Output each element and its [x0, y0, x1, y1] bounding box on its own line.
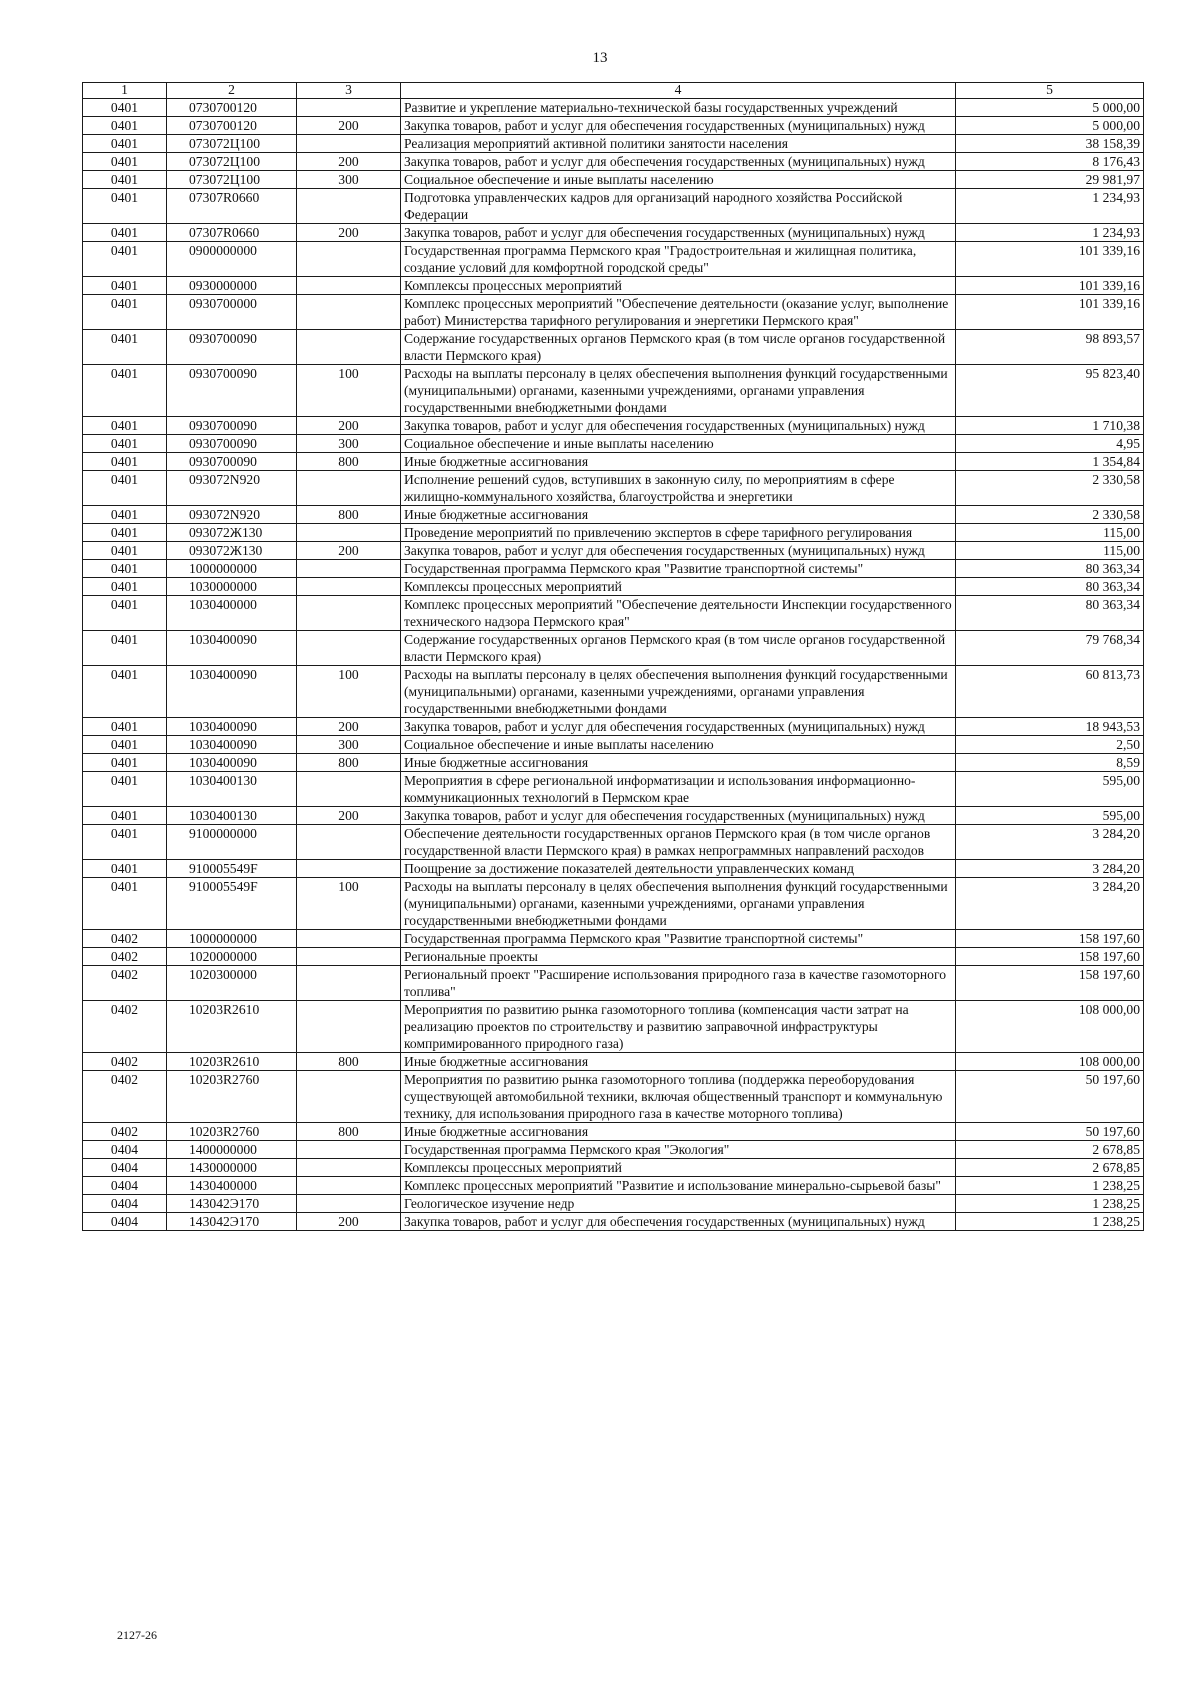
table-row [83, 878, 1144, 930]
section-code: 0401 [83, 754, 167, 772]
item-name: Развитие и укрепление материально-технической базы государственных учреждений [401, 99, 956, 117]
item-name: Закупка товаров, работ и услуг для обеспечения государственных (муниципальных) нужд [401, 542, 956, 560]
item-name: Комплексы процессных мероприятий [401, 578, 956, 596]
item-name: Комплекс процессных мероприятий "Обеспечение деятельности Инспекции государственного технического надзора Пермского края" [401, 596, 956, 631]
expense-type-code: 200 [297, 417, 401, 435]
amount: 101 339,16 [956, 295, 1144, 330]
target-item-code: 1430000000 [167, 1159, 297, 1177]
target-item-code: 1400000000 [167, 1141, 297, 1159]
expense-type-code [297, 189, 401, 224]
target-item-code: 10203R2760 [167, 1123, 297, 1141]
table-row [83, 772, 1144, 807]
table-row [83, 99, 1144, 117]
target-item-code: 0730700120 [167, 117, 297, 135]
table-row [83, 365, 1144, 417]
amount: 79 768,34 [956, 631, 1144, 666]
table-row [83, 542, 1144, 560]
item-name: Государственная программа Пермского края "Экология" [401, 1141, 956, 1159]
target-item-code: 10203R2760 [167, 1071, 297, 1123]
amount: 60 813,73 [956, 666, 1144, 718]
section-code: 0401 [83, 860, 167, 878]
expense-type-code: 200 [297, 1213, 401, 1231]
item-name: Социальное обеспечение и иные выплаты населению [401, 171, 956, 189]
section-code: 0401 [83, 736, 167, 754]
section-code: 0401 [83, 471, 167, 506]
section-code: 0401 [83, 825, 167, 860]
section-code: 0401 [83, 365, 167, 417]
target-item-code: 1030400090 [167, 736, 297, 754]
expense-type-code [297, 596, 401, 631]
section-code: 0404 [83, 1213, 167, 1231]
target-item-code: 07307R0660 [167, 189, 297, 224]
amount: 108 000,00 [956, 1001, 1144, 1053]
section-code: 0401 [83, 153, 167, 171]
expense-type-code: 800 [297, 453, 401, 471]
table-row [83, 1195, 1144, 1213]
section-code: 0404 [83, 1159, 167, 1177]
expense-type-code: 200 [297, 718, 401, 736]
table-row [83, 718, 1144, 736]
section-code: 0401 [83, 524, 167, 542]
table-row [83, 153, 1144, 171]
target-item-code: 073072Ц100 [167, 171, 297, 189]
target-item-code: 07307R0660 [167, 224, 297, 242]
item-name: Проведение мероприятий по привлечению экспертов в сфере тарифного регулирования [401, 524, 956, 542]
target-item-code: 093072N920 [167, 506, 297, 524]
section-code: 0401 [83, 435, 167, 453]
expense-type-code [297, 860, 401, 878]
table-row [83, 1159, 1144, 1177]
item-name: Мероприятия в сфере региональной информатизации и использования информационно-коммуникационных технологий в Пермском крае [401, 772, 956, 807]
expense-type-code: 100 [297, 666, 401, 718]
table-row [83, 417, 1144, 435]
table-row [83, 930, 1144, 948]
item-name: Комплексы процессных мероприятий [401, 277, 956, 295]
amount: 1 234,93 [956, 224, 1144, 242]
target-item-code: 0930700000 [167, 295, 297, 330]
target-item-code: 1030400130 [167, 772, 297, 807]
section-code: 0401 [83, 878, 167, 930]
expense-type-code [297, 825, 401, 860]
amount: 80 363,34 [956, 596, 1144, 631]
table-row [83, 736, 1144, 754]
table-row [83, 171, 1144, 189]
section-code: 0401 [83, 631, 167, 666]
table-row [83, 189, 1144, 224]
table-row [83, 1071, 1144, 1123]
expense-type-code: 100 [297, 878, 401, 930]
section-code: 0401 [83, 453, 167, 471]
amount: 115,00 [956, 542, 1144, 560]
item-name: Обеспечение деятельности государственных органов Пермского края (в том числе органов государственной власти Пермского края) в рамках непрограммных направлений расходов [401, 825, 956, 860]
target-item-code: 10203R2610 [167, 1053, 297, 1071]
table-row [83, 295, 1144, 330]
amount: 3 284,20 [956, 860, 1144, 878]
amount: 2 678,85 [956, 1159, 1144, 1177]
section-code: 0404 [83, 1141, 167, 1159]
expense-type-code [297, 1195, 401, 1213]
target-item-code: 143042Э170 [167, 1195, 297, 1213]
table-row [83, 1177, 1144, 1195]
target-item-code: 1000000000 [167, 560, 297, 578]
target-item-code: 0930700090 [167, 435, 297, 453]
expense-type-code [297, 966, 401, 1001]
amount: 1 238,25 [956, 1213, 1144, 1231]
item-name: Закупка товаров, работ и услуг для обеспечения государственных (муниципальных) нужд [401, 807, 956, 825]
table-row [83, 242, 1144, 277]
amount: 1 710,38 [956, 417, 1144, 435]
target-item-code: 093072N920 [167, 471, 297, 506]
amount: 1 238,25 [956, 1195, 1144, 1213]
expense-type-code: 200 [297, 807, 401, 825]
amount: 95 823,40 [956, 365, 1144, 417]
table-row [83, 666, 1144, 718]
section-code: 0401 [83, 117, 167, 135]
expense-type-code: 100 [297, 365, 401, 417]
section-code: 0401 [83, 295, 167, 330]
item-name: Закупка товаров, работ и услуг для обеспечения государственных (муниципальных) нужд [401, 1213, 956, 1231]
item-name: Расходы на выплаты персоналу в целях обеспечения выполнения функций государственными (муниципальными) органами, казенными учреждениями, органами управления государственными внебюджетными фондами [401, 666, 956, 718]
target-item-code: 1430400000 [167, 1177, 297, 1195]
expense-type-code: 200 [297, 542, 401, 560]
item-name: Закупка товаров, работ и услуг для обеспечения государственных (муниципальных) нужд [401, 718, 956, 736]
section-code: 0401 [83, 578, 167, 596]
section-code: 0401 [83, 718, 167, 736]
amount: 38 158,39 [956, 135, 1144, 153]
section-code: 0401 [83, 542, 167, 560]
expense-type-code [297, 578, 401, 596]
section-code: 0401 [83, 99, 167, 117]
item-name: Содержание государственных органов Пермского края (в том числе органов государственной власти Пермского края) [401, 631, 956, 666]
table-row [83, 1213, 1144, 1231]
section-code: 0401 [83, 417, 167, 435]
target-item-code: 093072Ж130 [167, 524, 297, 542]
item-name: Геологическое изучение недр [401, 1195, 956, 1213]
table-row [83, 860, 1144, 878]
table-row [83, 277, 1144, 295]
item-name: Иные бюджетные ассигнования [401, 1123, 956, 1141]
item-name: Закупка товаров, работ и услуг для обеспечения государственных (муниципальных) нужд [401, 117, 956, 135]
expense-type-code [297, 277, 401, 295]
expense-type-code [297, 295, 401, 330]
amount: 1 234,93 [956, 189, 1144, 224]
section-code: 0402 [83, 1071, 167, 1123]
amount: 8,59 [956, 754, 1144, 772]
amount: 595,00 [956, 807, 1144, 825]
amount: 1 354,84 [956, 453, 1144, 471]
target-item-code: 1000000000 [167, 930, 297, 948]
section-code: 0402 [83, 1001, 167, 1053]
amount: 101 339,16 [956, 277, 1144, 295]
expense-type-code [297, 1071, 401, 1123]
item-name: Иные бюджетные ассигнования [401, 754, 956, 772]
section-code: 0401 [83, 224, 167, 242]
table-row [83, 135, 1144, 153]
table-row [83, 1053, 1144, 1071]
table-row [83, 754, 1144, 772]
expense-type-code: 200 [297, 117, 401, 135]
target-item-code: 1030400090 [167, 754, 297, 772]
amount: 5 000,00 [956, 99, 1144, 117]
item-name: Иные бюджетные ассигнования [401, 1053, 956, 1071]
target-item-code: 0930700090 [167, 365, 297, 417]
amount: 108 000,00 [956, 1053, 1144, 1071]
item-name: Иные бюджетные ассигнования [401, 506, 956, 524]
target-item-code: 1020300000 [167, 966, 297, 1001]
table-row [83, 330, 1144, 365]
budget-table [82, 82, 1144, 1231]
target-item-code: 093072Ж130 [167, 542, 297, 560]
section-code: 0402 [83, 930, 167, 948]
amount: 2 330,58 [956, 506, 1144, 524]
amount: 158 197,60 [956, 966, 1144, 1001]
target-item-code: 10203R2610 [167, 1001, 297, 1053]
target-item-code: 1030400130 [167, 807, 297, 825]
expense-type-code [297, 471, 401, 506]
section-code: 0402 [83, 1123, 167, 1141]
target-item-code: 1030400090 [167, 718, 297, 736]
item-name: Социальное обеспечение и иные выплаты населению [401, 736, 956, 754]
amount: 2 330,58 [956, 471, 1144, 506]
target-item-code: 1030400090 [167, 666, 297, 718]
expense-type-code: 800 [297, 506, 401, 524]
table-row [83, 435, 1144, 453]
target-item-code: 1030400090 [167, 631, 297, 666]
target-item-code: 910005549F [167, 878, 297, 930]
expense-type-code [297, 1141, 401, 1159]
item-name: Региональные проекты [401, 948, 956, 966]
expense-type-code: 300 [297, 435, 401, 453]
section-code: 0401 [83, 666, 167, 718]
amount: 80 363,34 [956, 560, 1144, 578]
item-name: Государственная программа Пермского края "Градостроительная и жилищная политика, создание условий для комфортной городской среды" [401, 242, 956, 277]
header-name: 4 [401, 83, 956, 99]
expense-type-code [297, 772, 401, 807]
amount: 1 238,25 [956, 1177, 1144, 1195]
table-body [83, 99, 1144, 1231]
section-code: 0401 [83, 242, 167, 277]
target-item-code: 0730700120 [167, 99, 297, 117]
target-item-code: 1030400000 [167, 596, 297, 631]
expense-type-code: 800 [297, 754, 401, 772]
expense-type-code [297, 242, 401, 277]
target-item-code: 910005549F [167, 860, 297, 878]
item-name: Поощрение за достижение показателей деятельности управленческих команд [401, 860, 956, 878]
amount: 29 981,97 [956, 171, 1144, 189]
table-row [83, 453, 1144, 471]
table-row [83, 825, 1144, 860]
header-amount: 5 [956, 83, 1144, 99]
amount: 50 197,60 [956, 1123, 1144, 1141]
section-code: 0402 [83, 966, 167, 1001]
amount: 2 678,85 [956, 1141, 1144, 1159]
header-section: 1 [83, 83, 167, 99]
item-name: Закупка товаров, работ и услуг для обеспечения государственных (муниципальных) нужд [401, 224, 956, 242]
expense-type-code: 800 [297, 1123, 401, 1141]
section-code: 0401 [83, 560, 167, 578]
item-name: Подготовка управленческих кадров для организаций народного хозяйства Российской Федерации [401, 189, 956, 224]
table-row [83, 1141, 1144, 1159]
expense-type-code [297, 135, 401, 153]
item-name: Расходы на выплаты персоналу в целях обеспечения выполнения функций государственными (муниципальными) органами, казенными учреждениями, органами управления государственными внебюджетными фондами [401, 365, 956, 417]
item-name: Комплексы процессных мероприятий [401, 1159, 956, 1177]
target-item-code: 073072Ц100 [167, 135, 297, 153]
table-row [83, 224, 1144, 242]
item-name: Государственная программа Пермского края "Развитие транспортной системы" [401, 930, 956, 948]
amount: 158 197,60 [956, 930, 1144, 948]
item-name: Комплекс процессных мероприятий "Развитие и использование минерально-сырьевой базы" [401, 1177, 956, 1195]
amount: 101 339,16 [956, 242, 1144, 277]
section-code: 0401 [83, 807, 167, 825]
item-name: Содержание государственных органов Пермского края (в том числе органов государственной власти Пермского края) [401, 330, 956, 365]
table-row [83, 966, 1144, 1001]
expense-type-code: 800 [297, 1053, 401, 1071]
table-row [83, 117, 1144, 135]
target-item-code: 1020000000 [167, 948, 297, 966]
amount: 3 284,20 [956, 878, 1144, 930]
document-code: 2127-26 [117, 1628, 157, 1642]
table-row [83, 578, 1144, 596]
expense-type-code: 300 [297, 736, 401, 754]
amount: 158 197,60 [956, 948, 1144, 966]
header-target-item: 2 [167, 83, 297, 99]
table-row [83, 1001, 1144, 1053]
header-expense-type: 3 [297, 83, 401, 99]
expense-type-code [297, 1001, 401, 1053]
amount: 595,00 [956, 772, 1144, 807]
target-item-code: 143042Э170 [167, 1213, 297, 1231]
item-name: Закупка товаров, работ и услуг для обеспечения государственных (муниципальных) нужд [401, 417, 956, 435]
table-row [83, 807, 1144, 825]
expense-type-code [297, 524, 401, 542]
section-code: 0401 [83, 171, 167, 189]
amount: 98 893,57 [956, 330, 1144, 365]
item-name: Комплекс процессных мероприятий "Обеспечение деятельности (оказание услуг, выполнение работ) Министерства тарифного регулирования и энергетики Пермского края" [401, 295, 956, 330]
expense-type-code [297, 99, 401, 117]
amount: 5 000,00 [956, 117, 1144, 135]
table-row [83, 506, 1144, 524]
item-name: Реализация мероприятий активной политики занятости населения [401, 135, 956, 153]
target-item-code: 0900000000 [167, 242, 297, 277]
item-name: Государственная программа Пермского края "Развитие транспортной системы" [401, 560, 956, 578]
amount: 8 176,43 [956, 153, 1144, 171]
amount: 115,00 [956, 524, 1144, 542]
section-code: 0401 [83, 189, 167, 224]
expense-type-code [297, 948, 401, 966]
table-row [83, 948, 1144, 966]
expense-type-code [297, 330, 401, 365]
target-item-code: 9100000000 [167, 825, 297, 860]
section-code: 0401 [83, 330, 167, 365]
header-row [83, 83, 1144, 99]
expense-type-code [297, 1177, 401, 1195]
expense-type-code [297, 631, 401, 666]
expense-type-code [297, 1159, 401, 1177]
target-item-code: 1030000000 [167, 578, 297, 596]
item-name: Исполнение решений судов, вступивших в законную силу, по мероприятиям в сфере жилищно-коммунального хозяйства, благоустройства и энергетики [401, 471, 956, 506]
amount: 18 943,53 [956, 718, 1144, 736]
item-name: Закупка товаров, работ и услуг для обеспечения государственных (муниципальных) нужд [401, 153, 956, 171]
table-row [83, 1123, 1144, 1141]
page-number: 13 [592, 50, 608, 66]
target-item-code: 0930700090 [167, 417, 297, 435]
table-row [83, 596, 1144, 631]
amount: 50 197,60 [956, 1071, 1144, 1123]
expense-type-code: 300 [297, 171, 401, 189]
item-name: Расходы на выплаты персоналу в целях обеспечения выполнения функций государственными (муниципальными) органами, казенными учреждениями, органами управления государственными внебюджетными фондами [401, 878, 956, 930]
section-code: 0401 [83, 135, 167, 153]
item-name: Социальное обеспечение и иные выплаты населению [401, 435, 956, 453]
amount: 80 363,34 [956, 578, 1144, 596]
table-row [83, 631, 1144, 666]
table-row [83, 524, 1144, 542]
item-name: Иные бюджетные ассигнования [401, 453, 956, 471]
table-row [83, 471, 1144, 506]
expense-type-code: 200 [297, 224, 401, 242]
section-code: 0401 [83, 277, 167, 295]
amount: 3 284,20 [956, 825, 1144, 860]
section-code: 0401 [83, 596, 167, 631]
amount: 4,95 [956, 435, 1144, 453]
target-item-code: 073072Ц100 [167, 153, 297, 171]
item-name: Региональный проект "Расширение использования природного газа в качестве газомоторного топлива" [401, 966, 956, 1001]
table-row [83, 560, 1144, 578]
target-item-code: 0930000000 [167, 277, 297, 295]
expense-type-code [297, 560, 401, 578]
target-item-code: 0930700090 [167, 330, 297, 365]
section-code: 0401 [83, 772, 167, 807]
item-name: Мероприятия по развитию рынка газомоторного топлива (поддержка переоборудования существующей автомобильной техники, включая общественный транспорт и коммунальную технику, для использования природного газа в качестве моторного топлива) [401, 1071, 956, 1123]
expense-type-code: 200 [297, 153, 401, 171]
item-name: Мероприятия по развитию рынка газомоторного топлива (компенсация части затрат на реализацию проектов по строительству и развитию заправочной инфраструктуры компримированного природного газа) [401, 1001, 956, 1053]
section-code: 0402 [83, 1053, 167, 1071]
section-code: 0404 [83, 1177, 167, 1195]
target-item-code: 0930700090 [167, 453, 297, 471]
expense-type-code [297, 930, 401, 948]
amount: 2,50 [956, 736, 1144, 754]
section-code: 0402 [83, 948, 167, 966]
section-code: 0404 [83, 1195, 167, 1213]
section-code: 0401 [83, 506, 167, 524]
